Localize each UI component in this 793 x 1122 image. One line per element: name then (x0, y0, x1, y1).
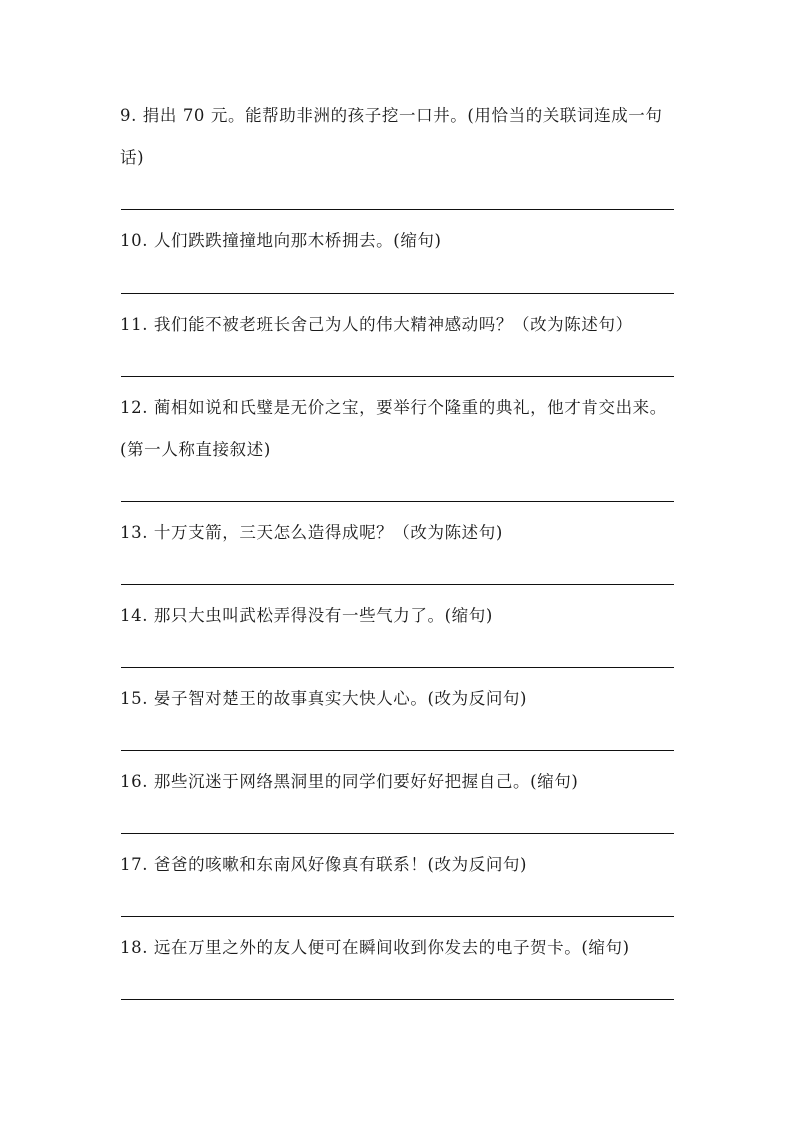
question-14: 14. 那只大虫叫武松弄得没有一些气力了。(缩句) (120, 606, 493, 625)
answer-line-14 (121, 667, 674, 668)
answer-line-11 (121, 376, 674, 377)
question-16: 16. 那些沉迷于网络黑洞里的同学们要好好把握自己。(缩句) (120, 772, 579, 791)
answer-line-18 (121, 999, 674, 1000)
answer-line-16 (121, 833, 674, 834)
question-11: 11. 我们能不被老班长舍己为人的伟大精神感动吗？（改为陈述句） (120, 315, 633, 334)
answer-line-10 (121, 293, 674, 294)
question-17: 17. 爸爸的咳嗽和东南风好像真有联系！(改为反问句) (120, 855, 528, 874)
answer-line-9 (121, 209, 674, 210)
question-9: 9. 捐出 70 元。能帮助非洲的孩子挖一口井。(用恰当的关联词连成一句话) (120, 106, 663, 167)
question-13: 13. 十万支箭，三天怎么造得成呢？（改为陈述句) (120, 523, 503, 542)
answer-line-12 (121, 501, 674, 502)
answer-line-13 (121, 584, 674, 585)
answer-line-17 (121, 916, 674, 917)
question-18: 18. 远在万里之外的友人便可在瞬间收到你发去的电子贺卡。(缩句) (120, 938, 630, 957)
question-10: 10. 人们跌跌撞撞地向那木桥拥去。(缩句) (120, 231, 442, 250)
question-15: 15. 晏子智对楚王的故事真实大快人心。(改为反问句) (120, 689, 528, 708)
question-12: 12. 蔺相如说和氏璧是无价之宝，要举行个隆重的典礼，他才肯交出来。(第一人称直接叙述) (120, 398, 667, 459)
answer-line-15 (121, 750, 674, 751)
